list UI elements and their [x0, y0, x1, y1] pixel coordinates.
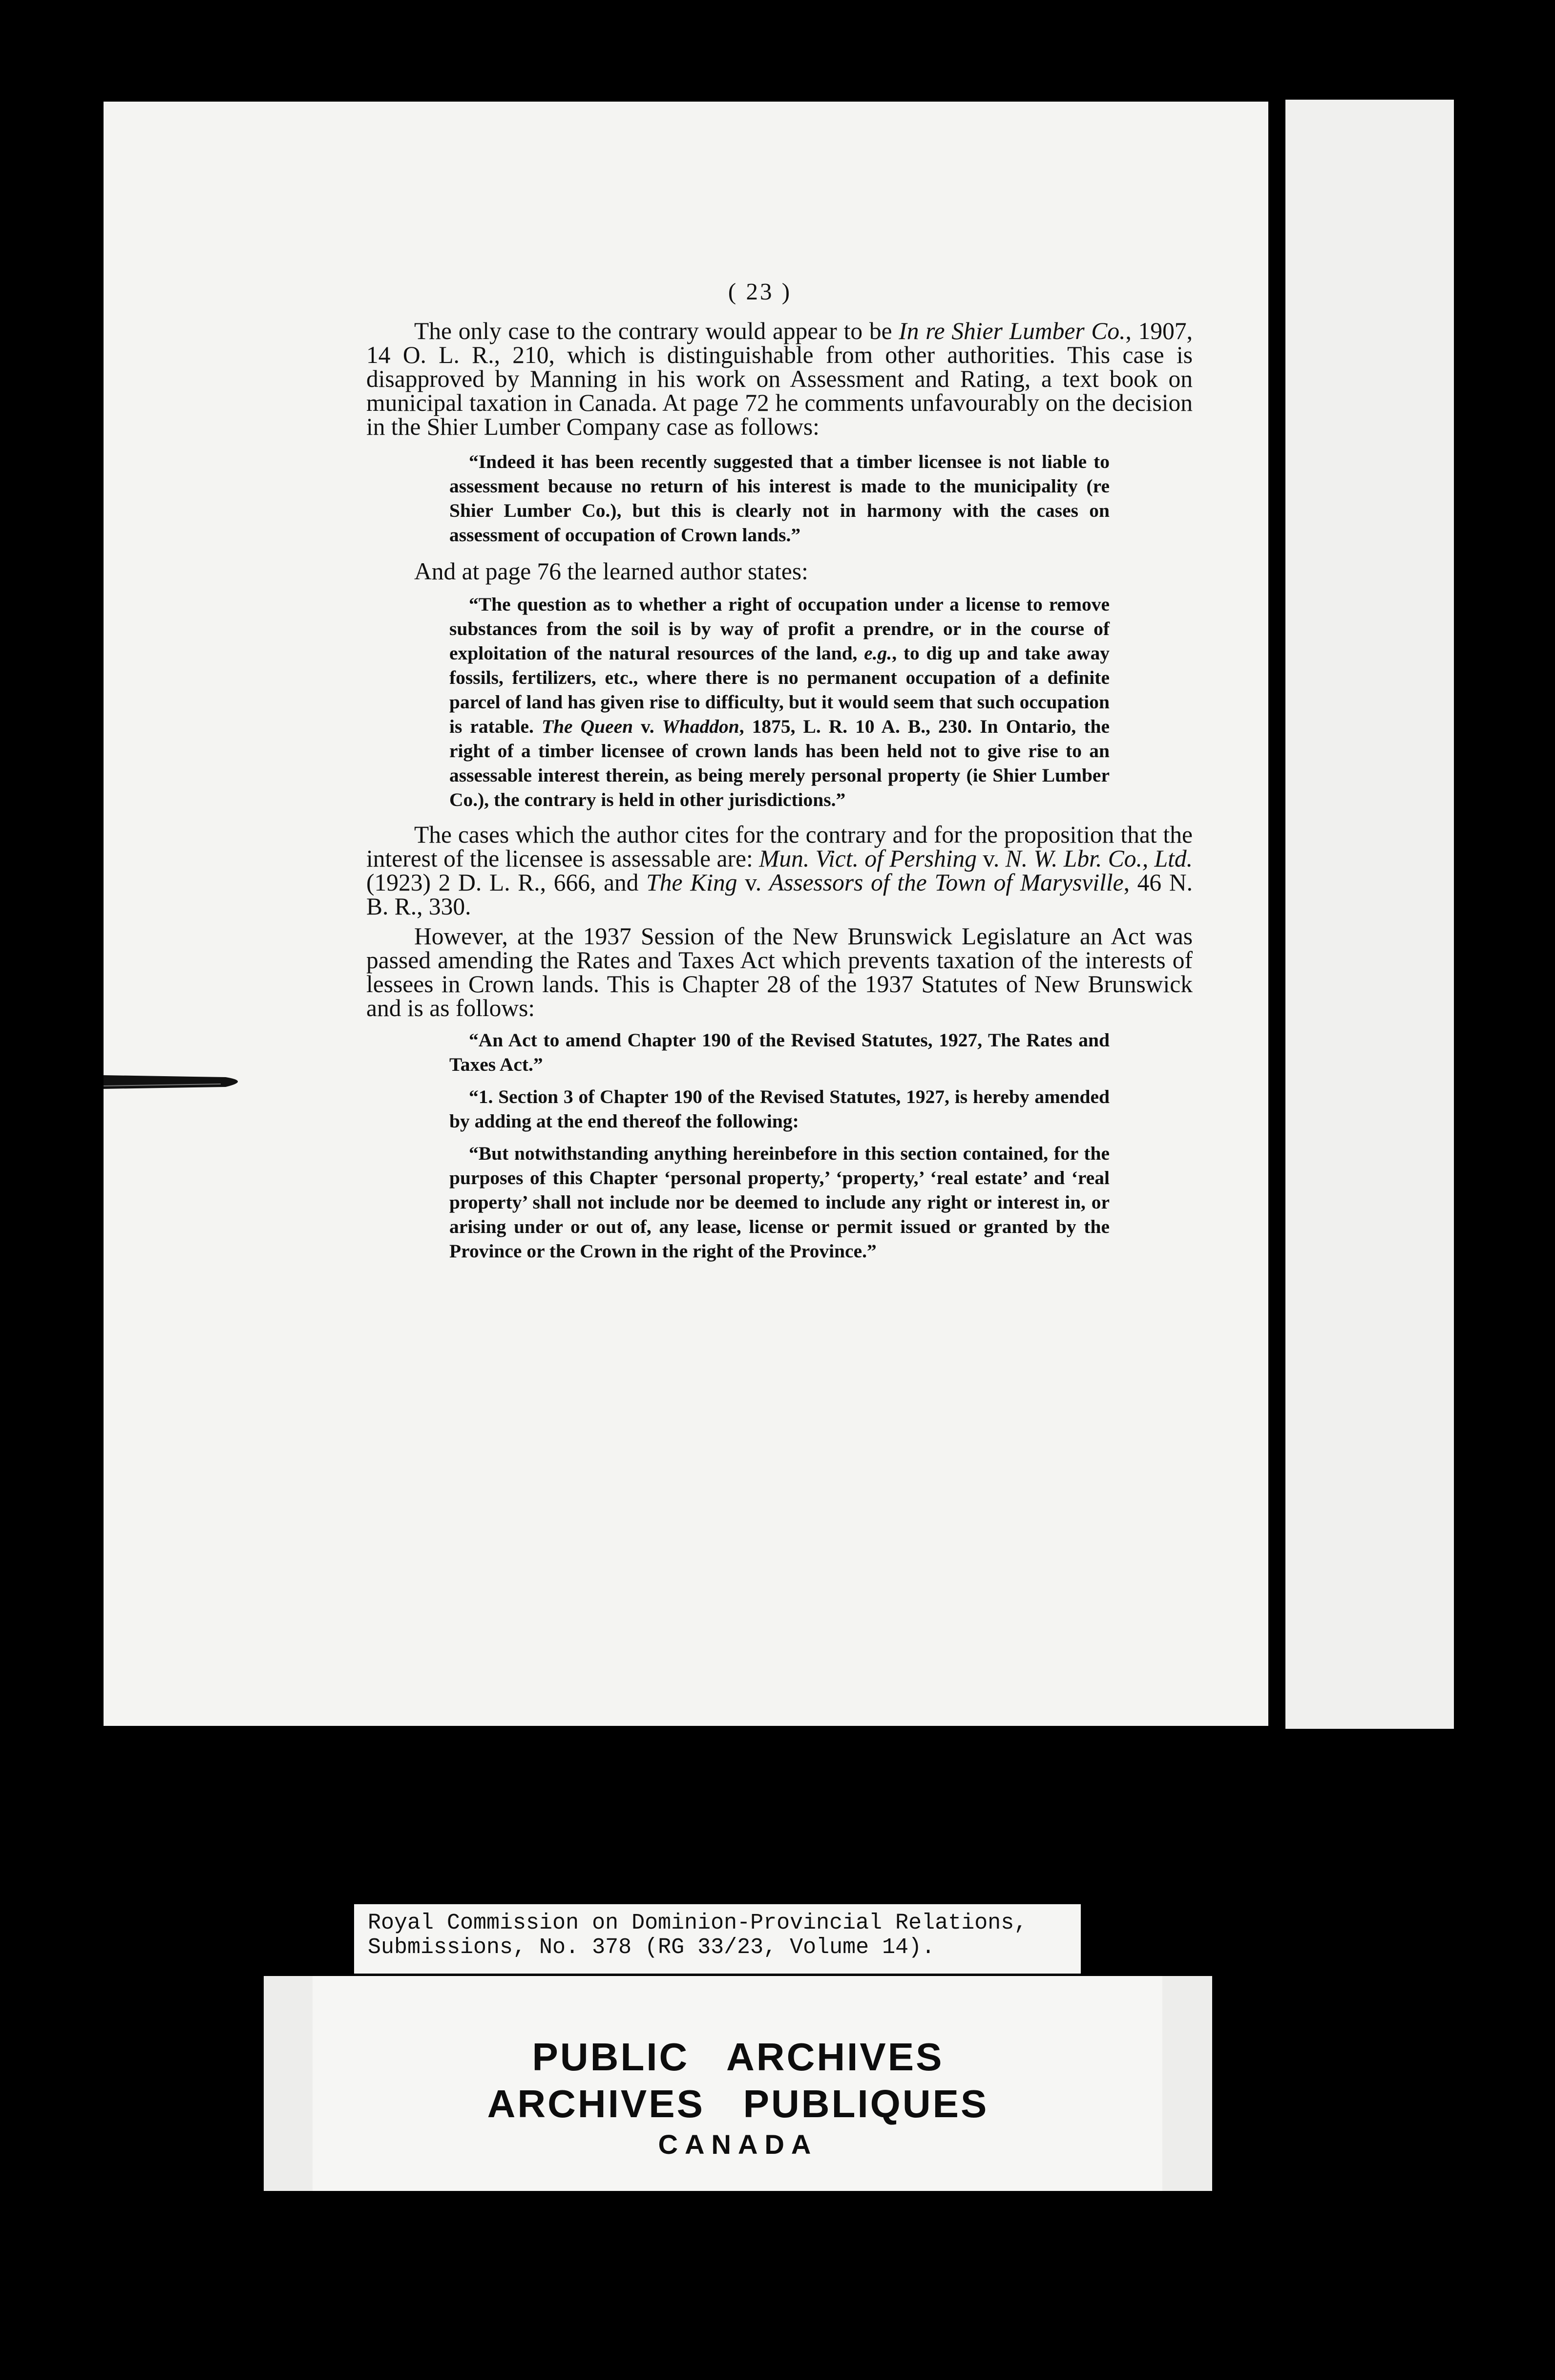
page-number: ( 23 )	[728, 278, 792, 305]
quote-amendment-text: “But notwithstanding anything hereinbefore in this section contained, for the purposes of this Chapter ‘personal property,’ ‘property,’ ‘real estate’ and ‘real property’ shall not include nor be deemed to include any right or interest in, or arising under or out of, any lease, license or permit issued or granted by the Province or the Crown in the right of the Province.”	[449, 1143, 1110, 1262]
document-page	[104, 102, 1268, 1726]
quote-manning-page-76: “The question as to whether a right of occupation under a license to remove substances from the soil is by way of profit a prendre, or in the course of exploitation of the natural resources of the land, e.g., to dig up and take away fossils, fertilizers, etc., where there is no permanent occupation of a definite parcel of land has given rise to difficulty, but it would seem that such occupation is ratable. The Queen v. Whaddon, 1875, L. R. 10 A. B., 230. In Ontario, the right of a timber licensee of crown lands has been held not to give rise to an assessable interest therein, as being merely personal property (ie Shier Lumber Co.), the contrary is held in other jurisdictions.”	[449, 594, 1110, 810]
archives-stamp	[264, 1976, 1212, 2191]
stamp-line-canada: CANADA	[658, 2129, 818, 2160]
archives-stamp-text	[264, 2034, 1212, 2162]
paragraph-4: However, at the 1937 Session of the New Brunswick Legislature an Act was passed amending the Rates and Taxes Act which prevents taxation of the interests of lessees in Crown lands. This is Chapter 28 of the 1937 Statutes of New Brunswick and is as follows:	[366, 923, 1193, 1021]
paragraph-3: The cases which the author cites for the contrary and for the proposition that the interest of the licensee is assessable are: Mun. Vict. of Pershing v. N. W. Lbr. Co., Ltd. (1923) 2 D. L. R., 666, and The King v. Assessors of the Town of Marysville, 46 N. B. R., 330.	[366, 821, 1193, 920]
stamp-line-archives-publiques: ARCHIVES PUBLIQUES	[487, 2082, 989, 2125]
quote-act-title: “An Act to amend Chapter 190 of the Revised Statutes, 1927, The Rates and Taxes Act.”	[449, 1029, 1110, 1075]
archive-reference-line-1: Royal Commission on Dominion-Provincial Relations,	[368, 1911, 1028, 1935]
paragraph-2-lead: And at page 76 the learned author states:	[414, 558, 808, 585]
quote-section-1: “1. Section 3 of Chapter 190 of the Revised Statutes, 1927, is hereby amended by adding at the end thereof the following:	[449, 1086, 1110, 1132]
paper-clip-icon	[104, 1072, 250, 1092]
archive-reference-line-2: Submissions, No. 378 (RG 33/23, Volume 14).	[368, 1935, 935, 1960]
archive-reference-label	[354, 1904, 1081, 1974]
adjacent-page-edge	[1285, 100, 1454, 1729]
paragraph-1: The only case to the contrary would appear to be In re Shier Lumber Co., 1907, 14 O. L. R., 210, which is distinguishable from other authorities. This case is disapproved by Manning in his work on Assessment and Rating, a text book on municipal taxation in Canada. At page 72 he comments unfavourably on the decision in the Shier Lumber Company case as follows:	[366, 318, 1193, 440]
stamp-line-public-archives: PUBLIC ARCHIVES	[532, 2035, 944, 2079]
page-content	[366, 277, 1193, 1270]
quote-manning-page-72: “Indeed it has been recently suggested that a timber licensee is not liable to assessment because no return of his interest is made to the municipality (re Shier Lumber Co.), but this is clearly not in harmony with the cases on assessment of occupation of Crown lands.”	[449, 451, 1110, 546]
